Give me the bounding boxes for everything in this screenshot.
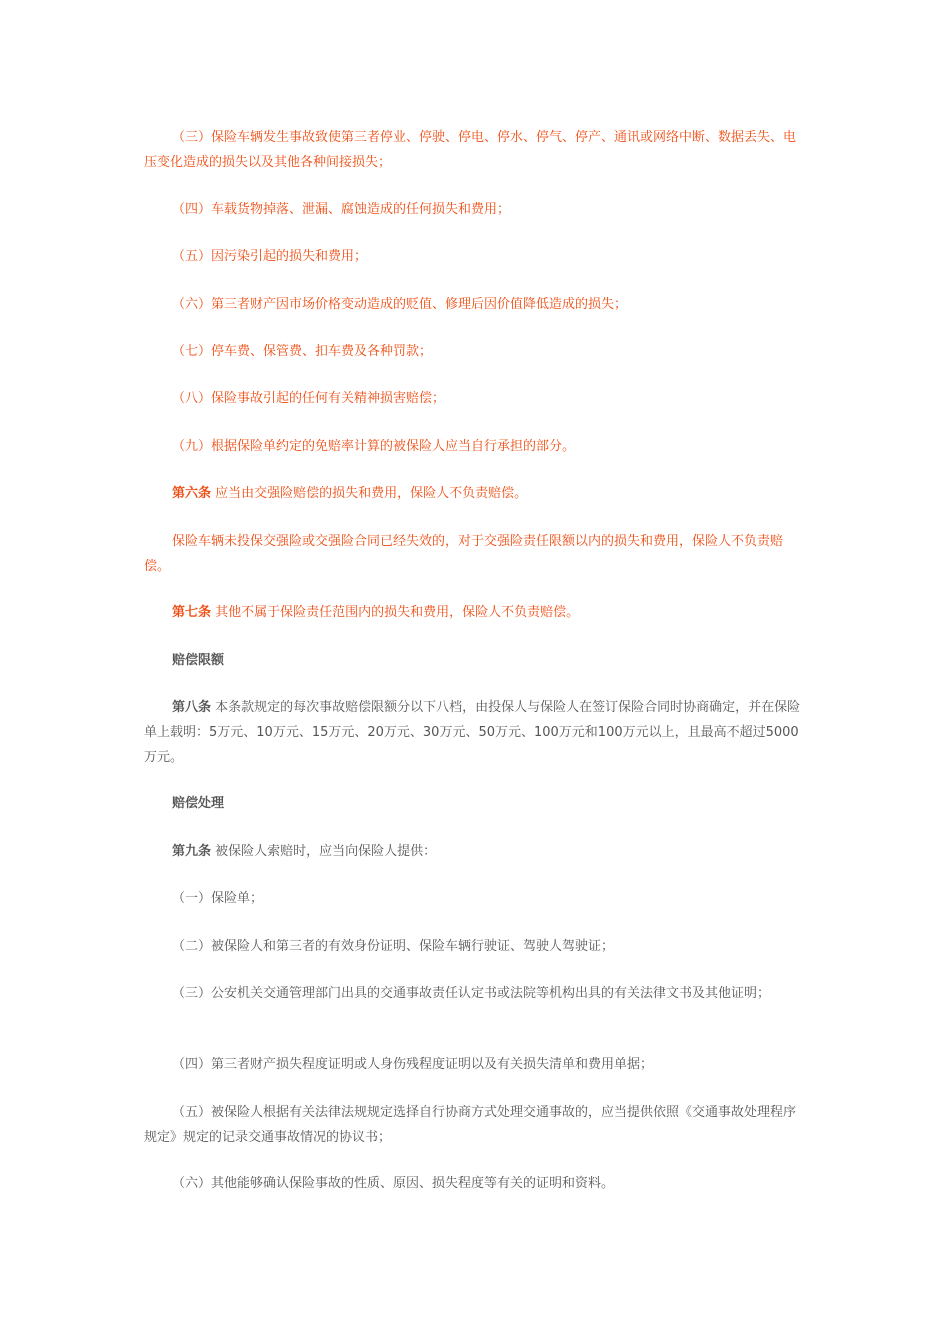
clause-item-9: （九）根据保险单约定的免赔率计算的被保险人应当自行承担的部分。 <box>172 439 576 454</box>
article-6: 第六条 应当由交强险赔偿的损失和费用，保险人不负责赔偿。 <box>172 486 528 501</box>
clause-item-7: （七）停车费、保管费、扣车费及各种罚款； <box>172 344 433 359</box>
clause-item-3: （三）保险车辆发生事故致使第三者停业、停驶、停电、停水、停气、停产、通讯或网络中断、数据丢失、电压变化造成的损失以及其他各种间接损失； <box>144 130 797 170</box>
clause-item-6: （六）第三者财产因市场价格变动造成的贬值、修理后因价值降低造成的损失； <box>172 297 628 312</box>
clause-item-4: （四）车载货物掉落、泄漏、腐蚀造成的任何损失和费用； <box>172 202 511 217</box>
document-item-2: （二）被保险人和第三者的有效身份证明、保险车辆行驶证、驾驶人驾驶证； <box>172 939 615 954</box>
clause-item-8: （八）保险事故引起的任何有关精神损害赔偿； <box>172 391 446 406</box>
document-item-6: （六）其他能够确认保险事故的性质、原因、损失程度等有关的证明和资料。 <box>172 1176 615 1191</box>
section-heading-compensation-handling: 赔偿处理 <box>172 796 225 811</box>
article-8: 第八条 本条款规定的每次事故赔偿限额分以下八档，由投保人与保险人在签订保险合同时协商确定，并在保险单上载明：5万元、10万元、15万元、20万元、30万元、50万元、100万元和100万元以上，且最高不超过5000万元。 <box>144 700 801 765</box>
article-label: 第六条 <box>172 486 212 501</box>
document-item-3: （三）公安机关交通管理部门出具的交通事故责任认定书或法院等机构出具的有关法律文书及其他证明； <box>172 986 771 1001</box>
article-6-paragraph: 保险车辆未投保交强险或交强险合同已经失效的，对于交强险责任限额以内的损失和费用，保险人不负责赔偿。 <box>144 534 784 574</box>
clause-item-5: （五）因污染引起的损失和费用； <box>172 249 368 264</box>
section-heading-compensation-limit: 赔偿限额 <box>172 653 225 668</box>
article-label: 第八条 <box>172 700 212 715</box>
article-9: 第九条 被保险人索赔时，应当向保险人提供： <box>172 844 437 859</box>
article-7: 第七条 其他不属于保险责任范围内的损失和费用，保险人不负责赔偿。 <box>172 605 580 620</box>
article-label: 第七条 <box>172 605 212 620</box>
document-item-4: （四）第三者财产损失程度证明或人身伤残程度证明以及有关损失清单和费用单据； <box>172 1057 654 1072</box>
article-label: 第九条 <box>172 844 212 859</box>
document-item-1: （一）保险单； <box>172 891 264 906</box>
document-item-5: （五）被保险人根据有关法律法规规定选择自行协商方式处理交通事故的，应当提供依照《交通事故处理程序规定》规定的记录交通事故情况的协议书； <box>144 1105 797 1145</box>
